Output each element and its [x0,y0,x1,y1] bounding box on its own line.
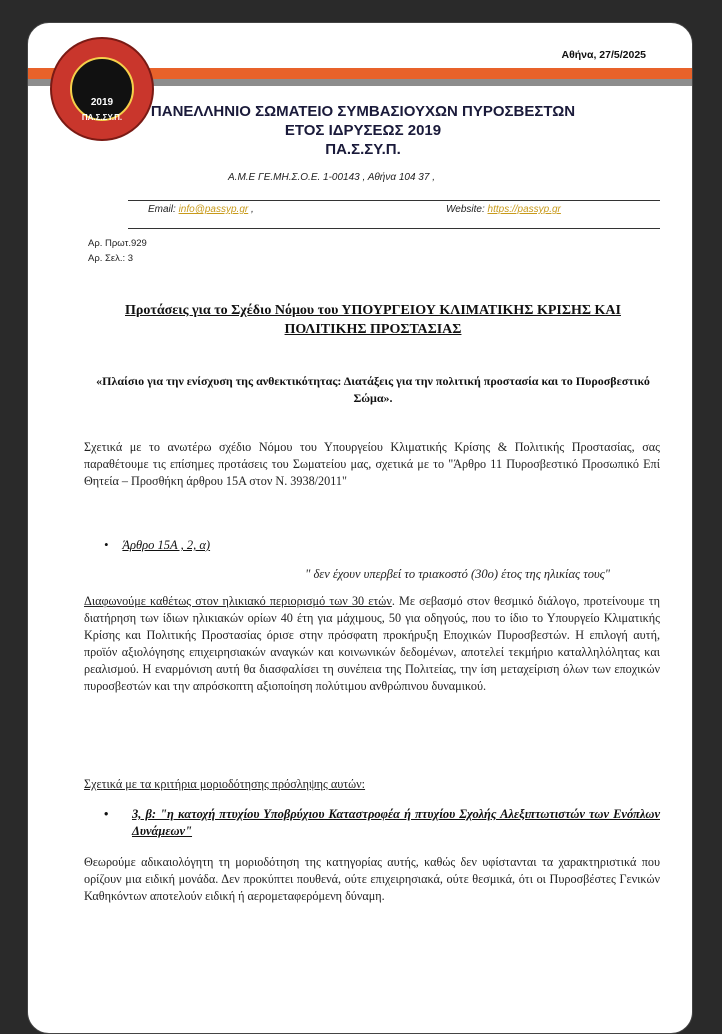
email-link[interactable]: info@passyp.gr [178,204,249,215]
org-name: ΠΑΝΕΛΛΗΝΙΟ ΣΩΜΑΤΕΙΟ ΣΥΜΒΑΣΙΟΥΧΩΝ ΠΥΡΟΣΒΕΣΤΩΝ [150,103,576,120]
logo-abbr: ΠΑ.Σ.ΣΥ.Π. [81,113,123,122]
section1-bullet [104,538,210,553]
organization-logo [50,37,154,141]
website-label: Website: [446,204,485,215]
document-subtitle: «Πλαίσιο για την ενίσχυση της ανθεκτικότητας: Διατάξεις για την πολιτική προστασία και το Πυροσβεστικό Σώμα». [96,374,650,405]
website-link[interactable]: https://passyp.gr [487,204,561,215]
section2-bullet-text: 3, β: "η κατοχή πτυχίου Υποβρύχιου Καταστροφέα ή πτυχίου Σχολής Αλεξιπτωτιστών των Ενόπλων Δυνάμεων" [132,807,660,838]
document-date: Αθήνα, 27/5/2025 [561,49,646,61]
org-abbr: ΠΑ.Σ.ΣΥ.Π. [325,141,401,158]
section1-lead: Διαφωνούμε καθέτως στον ηλικιακό περιορισμό των 30 ετών [84,594,392,608]
section1-quote: " δεν έχουν υπερβεί το τριακοστό (30ο) έτος της ηλικίας τους" [305,567,610,581]
header-divider-top [128,200,660,201]
org-founded: ΕΤΟΣ ΙΔΡΥΣΕΩΣ 2019 [284,122,442,139]
section1-paragraph [84,593,660,695]
registry-line: Α.Μ.Ε ΓΕ.ΜΗ.Σ.Ο.Ε. 1-00143 , Αθήνα 104 37 , [228,172,435,183]
email-suffix: , [248,204,254,215]
email-label: Email: [148,204,176,215]
page-count: Αρ. Σελ.: 3 [88,253,134,264]
section2-bullet [104,806,660,840]
intro-paragraph: Σχετικά με το ανωτέρω σχέδιο Νόμου του Υπουργείου Κλιματικής Κρίσης & Πολιτικής Προστασίας, σας παραθέτουμε τις επίσημες προτάσεις του Σωματείου μας, σχετικά με το "Άρθρο 11 Πυροσβεστικό Προσωπικό Επί Θητεία – Προσθήκη άρθρου 15Α στον Ν. 3938/2011" [84,440,660,488]
document-page [27,22,693,1034]
website-line [446,204,561,215]
protocol-number: Αρ. Πρωτ.929 [88,238,147,249]
bullet-dot: • [104,807,109,821]
logo-emblem [70,57,134,121]
section2-heading: Σχετικά με τα κριτήρια μοριοδότησης πρόσληψης αυτών: [84,777,366,791]
logo-year: 2019 [90,97,114,108]
section2-paragraph: Θεωρούμε αδικαιολόγητη τη μοριοδότηση της κατηγορίας αυτής, καθώς δεν υφίστανται τα χαρακτηριστικά που ορίζουν μια ειδική μονάδα. Δεν προκύπτει πουθενά, ούτε επιχειρησιακά, ούτε θεσμικά, ότι οι Πυροσβέστες Γενικών Καθηκόντων αποτελούν ειδική ή αερομεταφερόμενη δύναμη. [84,855,660,903]
header-divider-bottom [128,228,660,229]
bullet-dot: • [104,538,109,552]
section1-bullet-text: Άρθρο 15Α , 2, α) [122,538,211,552]
email-line [148,204,254,215]
section1-body: . Με σεβασμό στον θεσμικό διάλογο, προτείνουμε τη διατήρηση των ίδιων ηλικιακών ορίων 40 έτη για μάχιμους, 50 για οδηγούς, που το ίδιο το Υπουργείο Κλιματικής Κρίσης και Πολιτικής Προστασίας όρισε στην πρόσφατη προκήρυξη Εποχικών Πυροσβεστών. Η επιλογή αυτή, προϊόν αξιολόγησης επιχειρησιακών αναγκών και κοινωνικών δεδομένων, αποτελεί τεκμήριο καταλληλόλητας και ρεαλισμού. Η εναρμόνιση αυτή θα διασφαλίσει τη συνέπεια της Πολιτείας, την ίση μεταχείριση όλων των εποχικών πυροσβεστών και την απρόσκοπτη αξιοποίηση πολύτιμου ανθρώπινου δυναμικού. [84,594,660,693]
document-title: Προτάσεις για το Σχέδιο Νόμου του ΥΠΟΥΡΓΕΙΟΥ ΚΛΙΜΑΤΙΚΗΣ ΚΡΙΣΗΣ ΚΑΙ ΠΟΛΙΤΙΚΗΣ ΠΡΟΣΤΑΣΙΑΣ [125,303,621,337]
